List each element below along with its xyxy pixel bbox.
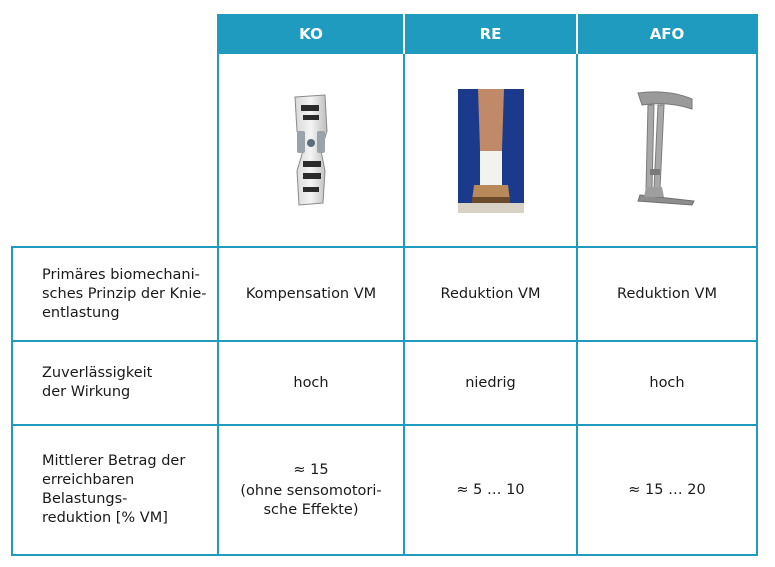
cell-reliability-afo	[577, 341, 757, 425]
label-line: sches Prinzip der Knie-	[42, 285, 207, 302]
cell-text: ≈ 15	[293, 461, 329, 478]
cell-principle-re	[404, 247, 577, 341]
cell-text: Kompensation VM	[245, 285, 377, 302]
afo-icon	[632, 89, 702, 213]
cell-reliability-re	[404, 341, 577, 425]
row-label-principle	[12, 247, 218, 341]
row-label-reliability	[12, 341, 218, 425]
label-line: Primäres biomechani-	[42, 266, 200, 283]
cell-reliability-ko	[218, 341, 404, 425]
label-line: reduktion [% VM]	[42, 510, 168, 526]
column-header-afo: AFO	[577, 14, 757, 54]
knee-orthosis-image	[218, 54, 404, 247]
label-line: Mittlerer Betrag der	[42, 453, 186, 469]
column-header-ko: KO	[218, 14, 404, 54]
leg-photo-icon	[458, 89, 524, 213]
cell-text: ≈ 15 … 20	[628, 481, 706, 498]
label-line: der Wirkung	[42, 384, 131, 400]
knee-brace-icon	[281, 91, 341, 211]
cell-reduction-ko	[218, 425, 404, 555]
cell-principle-ko	[218, 247, 404, 341]
cell-text: Reduktion VM	[440, 285, 541, 302]
cell-text: hoch	[649, 374, 685, 391]
ankle-foot-orthosis-image	[577, 54, 757, 247]
column-header-re: RE	[404, 14, 577, 54]
cell-text: niedrig	[465, 374, 516, 391]
cell-text: hoch	[293, 374, 329, 391]
label-line: erreichbaren Belastungs-	[42, 472, 135, 507]
cell-reduction-afo	[577, 425, 757, 555]
label-line: entlastung	[42, 304, 120, 321]
cell-text: ≈ 5 … 10	[456, 481, 525, 498]
cell-text: Reduktion VM	[617, 285, 717, 302]
lateral-wedge-insole-image	[404, 54, 577, 247]
label-line: Zuverlässigkeit	[42, 365, 153, 381]
cell-principle-afo	[577, 247, 757, 341]
cell-text: (ohne sensomotori-	[240, 482, 382, 499]
cell-reduction-re	[404, 425, 577, 555]
row-label-reduction	[12, 425, 218, 555]
cell-text: sche Effekte)	[263, 501, 359, 518]
